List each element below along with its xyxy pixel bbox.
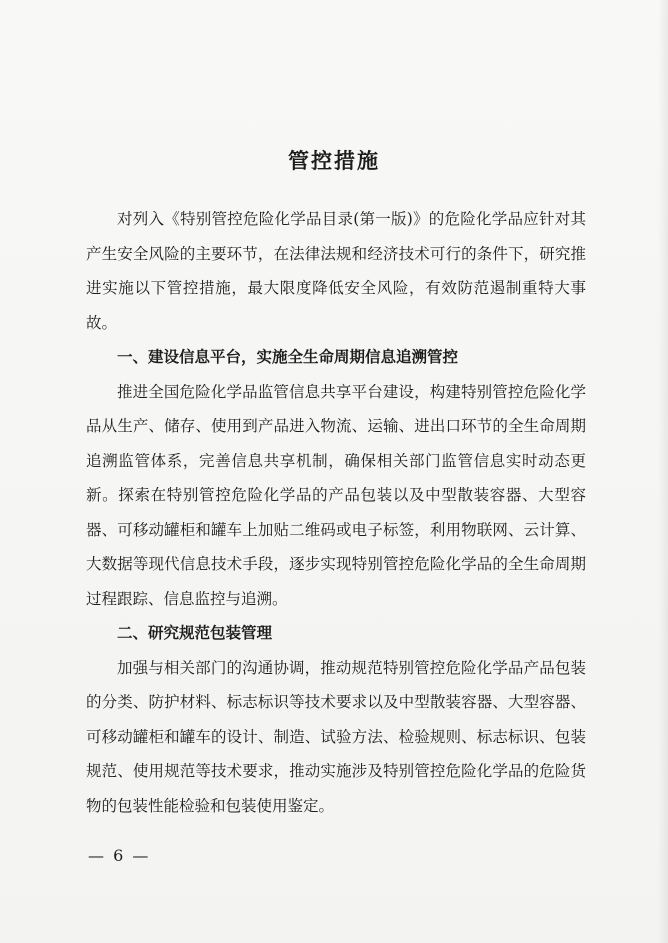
page-number: — 6 — <box>88 846 151 865</box>
page-edge-shadow <box>658 0 668 943</box>
section-2-heading: 二、研究规范包装管理 <box>117 623 273 642</box>
section-1-paragraph: 推进全国危险化学品监管信息共享平台建设，构建特别管控危险化学品从生产、储存、使用到产品进入物流、运输、进出口环节的全生命周期追溯监管体系，完善信息共享机制，确保相关部门监管信息实时动态更新。探索在特别管控危险化学品的产品包装以及中型散装容器、大型容器、可移动罐柜和罐车上加贴二维码或电子标签，利用物联网、云计算、大数据等现代信息技术手段，逐步实现特别管控危险化学品的全生命周期过程跟踪、信息监控与追溯。 <box>86 382 586 608</box>
document-body <box>86 202 586 823</box>
intro-paragraph: 对列入《特别管控危险化学品目录(第一版)》的危险化学品应针对其产生安全风险的主要环节，在法律法规和经济技术可行的条件下，研究推进实施以下管控措施，最大限度降低安全风险，有效防范遏制重特大事故。 <box>86 210 586 332</box>
section-1-heading: 一、建设信息平台，实施全生命周期信息追溯管控 <box>117 347 459 366</box>
page-title: 管控措施 <box>288 148 380 173</box>
section-2-paragraph: 加强与相关部门的沟通协调，推动规范特别管控危险化学品产品包装的分类、防护材料、标志标识等技术要求以及中型散装容器、大型容器、可移动罐柜和罐车的设计、制造、试验方法、检验规则、标志标识、包装规范、使用规范等技术要求，推动实施涉及特别管控危险化学品的危险货物的包装性能检验和包装使用鉴定。 <box>86 658 586 815</box>
